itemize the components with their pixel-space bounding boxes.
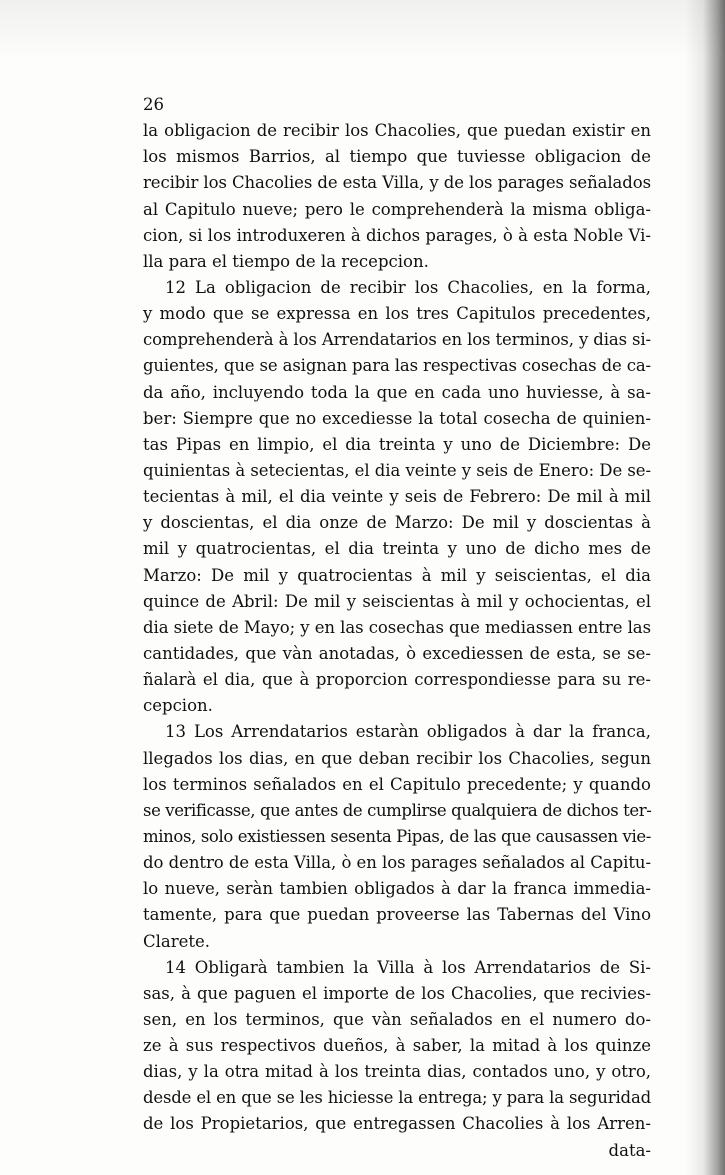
- scan-edge-shadow: [685, 0, 725, 1175]
- paragraph-14-start: 14 Obligarà tambien la Villa à los Arrendatarios de Si-: [165, 957, 651, 977]
- text-line: al Capitulo nueve; pero le comprehenderà la misma obliga-: [143, 199, 651, 219]
- text-line: tas Pipas en limpio, el dia treinta y uno de Diciembre: De: [143, 434, 651, 454]
- text-line: ñalarà el dia, que à proporcion correspondiesse para su re-: [143, 670, 651, 690]
- text-line: cion, si los introduxeren à dichos parages, ò à esta Noble Vi-: [143, 225, 651, 245]
- text-line: comprehenderà à los Arrendatarios en los terminos, y dias si-: [143, 330, 651, 350]
- text-line: minos, solo existiessen sesenta Pipas, de las que causassen vie-: [143, 826, 651, 846]
- text-line: quince de Abril: De mil y seiscientas à mil y ochocientas, el: [143, 591, 651, 611]
- text-line: de los Propietarios, que entregassen Chacolies à los Arren-: [143, 1114, 651, 1134]
- text-line: y doscientas, el dia onze de Marzo: De mil y doscientas à: [143, 513, 651, 533]
- text-line: mil y quatrocientas, el dia treinta y uno de dicho mes de: [143, 539, 651, 559]
- page-number: 26: [143, 95, 164, 114]
- text-line: cantidades, que vàn anotadas, ò excediessen de esta, se se-: [143, 643, 651, 663]
- text-line: recibir los Chacolies de esta Villa, y de los parages señalados: [143, 173, 651, 193]
- text-line: cepcion.: [143, 696, 213, 716]
- text-line: quinientas à setecientas, el dia veinte y seis de Enero: De se-: [143, 460, 651, 480]
- page-text-block: [143, 92, 651, 1164]
- text-line: tecientas à mil, el dia veinte y seis de Febrero: De mil à mil: [143, 487, 651, 507]
- text-line: la obligacion de recibir los Chacolies, que puedan existir en: [143, 121, 651, 141]
- text-line: da año, incluyendo toda la que en cada uno huviesse, à sa-: [143, 382, 651, 402]
- text-line: ber: Siempre que no excediesse la total cosecha de quinien-: [143, 408, 651, 428]
- text-line: Marzo: De mil y quatrocientas à mil y seiscientas, el dia: [143, 565, 651, 585]
- text-line: sen, en los terminos, que vàn señalados en el numero do-: [143, 1009, 651, 1029]
- text-line: los mismos Barrios, al tiempo que tuviesse obligacion de: [143, 147, 651, 167]
- text-line: desde el en que se les hiciesse la entrega; y para la seguridad: [143, 1088, 651, 1108]
- scan-top-shading: [0, 0, 725, 60]
- paragraph-13-start: 13 Los Arrendatarios estaràn obligados à dar la franca,: [165, 722, 651, 742]
- text-line: ze à sus respectivos dueños, à saber, la mitad à los quinze: [143, 1036, 651, 1056]
- text-line: Clarete.: [143, 931, 211, 951]
- text-line: llegados los dias, en que deban recibir los Chacolies, segun: [143, 748, 651, 768]
- text-line: guientes, que se asignan para las respectivas cosechas de ca-: [143, 356, 651, 376]
- text-line: lla para el tiempo de la recepcion.: [143, 251, 429, 271]
- text-line: do dentro de esta Villa, ò en los parages señalados al Capitu-: [143, 853, 651, 873]
- catchword: data-: [608, 1140, 651, 1160]
- text-line: tamente, para que puedan proveerse las Tabernas del Vino: [143, 905, 651, 925]
- text-line: los terminos señalados en el Capitulo precedente; y quando: [143, 774, 651, 794]
- paragraph-12-start: 12 La obligacion de recibir los Chacolies, en la forma,: [165, 277, 651, 297]
- text-line: sas, à que paguen el importe de los Chacolies, que recivies-: [143, 983, 651, 1003]
- text-line: dias, y la otra mitad à los treinta dias, contados uno, y otro,: [143, 1062, 651, 1082]
- text-line: se verificasse, que antes de cumplirse qualquiera de dichos ter-: [143, 800, 652, 820]
- text-line: dia siete de Mayo; y en las cosechas que mediassen entre las: [143, 617, 651, 637]
- text-line: y modo que se expressa en los tres Capitulos precedentes,: [143, 304, 651, 324]
- text-line: lo nueve, seràn tambien obligados à dar la franca immedia-: [143, 879, 651, 899]
